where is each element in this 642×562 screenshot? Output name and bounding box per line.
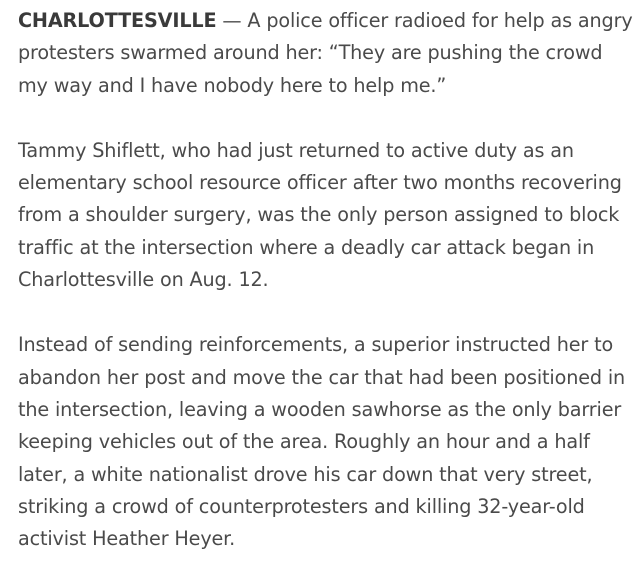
paragraph-1 (18, 5, 634, 102)
paragraph-3: Instead of sending reinforcements, a superior instructed her to abandon her post and move the car that had been positioned in the intersection, leaving a wooden sawhorse as the only barrier keeping vehicles out of the area. Roughly an hour and a half later, a white nationalist drove his car down that very street, striking a crowd of counterprotesters and killing 32-year-old activist Heather Heyer. (18, 333, 626, 551)
paragraph-2: Tammy Shiflett, who had just returned to active duty as an elementary school resource officer after two months recovering from a shoulder surgery, was the only person assigned to block traffic at the intersection where a deadly car attack began in Charlottesville on Aug. 12. (18, 138, 622, 292)
dateline: CHARLOTTESVILLE (18, 9, 217, 32)
paragraph-1-text: — A police officer radioed for help as angry protesters swarmed around her: “They are pushing the crowd my way and I have nobody here to help me.” (18, 9, 633, 97)
